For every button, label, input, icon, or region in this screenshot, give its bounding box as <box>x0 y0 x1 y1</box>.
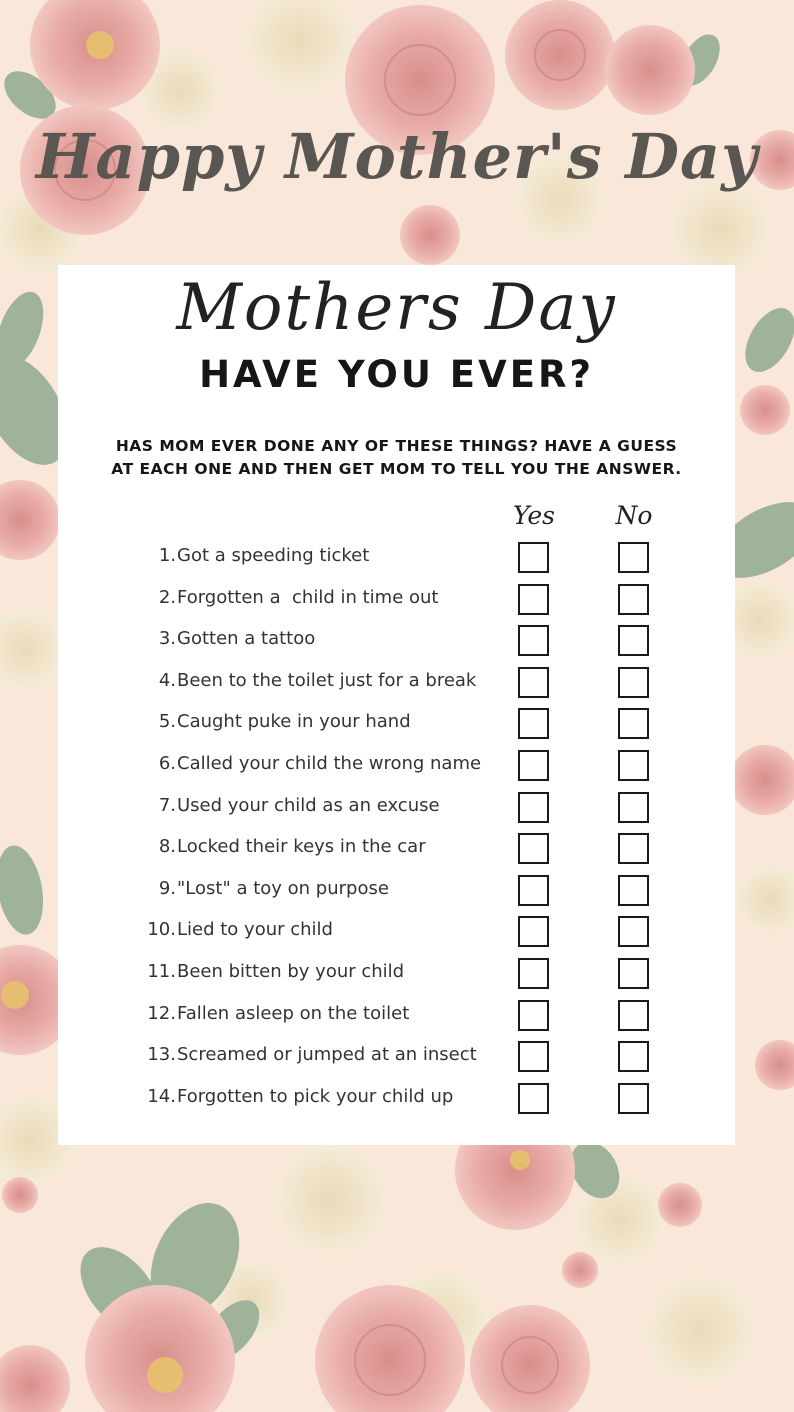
quiz-card <box>58 265 735 1145</box>
question-text: Used your child as an excuse <box>177 794 440 816</box>
no-checkbox[interactable] <box>618 667 649 698</box>
question-text: Gotten a tattoo <box>177 628 316 650</box>
question-row <box>58 953 735 995</box>
yes-checkbox[interactable] <box>518 625 549 656</box>
question-row <box>58 537 735 579</box>
yes-checkbox[interactable] <box>518 1083 549 1114</box>
question-row <box>58 662 735 704</box>
question-number: 7. <box>158 794 176 816</box>
no-checkbox[interactable] <box>618 584 649 615</box>
yes-checkbox[interactable] <box>518 1041 549 1072</box>
question-number: 5. <box>158 711 176 733</box>
question-number: 14. <box>147 1085 176 1107</box>
yes-checkbox[interactable] <box>518 1000 549 1031</box>
script-title: Mothers Day <box>176 271 617 345</box>
yes-checkbox[interactable] <box>518 958 549 989</box>
question-row <box>58 828 735 870</box>
question-text: Been bitten by your child <box>177 960 405 982</box>
question-number: 10. <box>147 919 176 941</box>
question-number: 3. <box>158 628 176 650</box>
question-row <box>58 787 735 829</box>
question-number: 6. <box>158 752 176 774</box>
question-number: 9. <box>158 877 176 899</box>
no-checkbox[interactable] <box>618 833 649 864</box>
instructions-line-1: HAS MOM EVER DONE ANY OF THESE THINGS? HAVE A GUESS <box>115 437 678 455</box>
no-checkbox[interactable] <box>618 958 649 989</box>
question-row <box>58 1078 735 1120</box>
yes-checkbox[interactable] <box>518 584 549 615</box>
yes-checkbox[interactable] <box>518 667 549 698</box>
question-row <box>58 995 735 1037</box>
question-text: Fallen asleep on the toilet <box>177 1002 410 1024</box>
question-text: Locked their keys in the car <box>177 836 426 858</box>
yes-checkbox[interactable] <box>518 792 549 823</box>
question-text: Caught puke in your hand <box>177 711 411 733</box>
question-row <box>58 579 735 621</box>
question-row <box>58 703 735 745</box>
question-number: 4. <box>158 669 176 691</box>
instructions <box>98 435 695 481</box>
question-row <box>58 870 735 912</box>
yes-checkbox[interactable] <box>518 542 549 573</box>
question-number: 12. <box>147 1002 176 1024</box>
column-header-no: No <box>615 501 653 530</box>
question-row <box>58 1036 735 1078</box>
question-text: Been to the toilet just for a break <box>177 669 477 691</box>
yes-checkbox[interactable] <box>518 916 549 947</box>
no-checkbox[interactable] <box>618 750 649 781</box>
yes-checkbox[interactable] <box>518 750 549 781</box>
no-checkbox[interactable] <box>618 875 649 906</box>
question-number: 2. <box>158 586 176 608</box>
question-list <box>58 537 735 1119</box>
question-number: 8. <box>158 836 176 858</box>
question-row <box>58 911 735 953</box>
no-checkbox[interactable] <box>618 1083 649 1114</box>
question-text: Called your child the wrong name <box>177 752 482 774</box>
question-row <box>58 745 735 787</box>
question-text: Lied to your child <box>177 919 333 941</box>
question-number: 13. <box>147 1044 176 1066</box>
no-checkbox[interactable] <box>618 708 649 739</box>
quiz-subtitle: HAVE YOU EVER? <box>199 353 594 396</box>
yes-checkbox[interactable] <box>518 833 549 864</box>
instructions-line-2: AT EACH ONE AND THEN GET MOM TO TELL YOU THE ANSWER. <box>111 460 682 478</box>
yes-checkbox[interactable] <box>518 875 549 906</box>
column-header-yes: Yes <box>513 501 555 530</box>
question-text: Screamed or jumped at an insect <box>177 1044 477 1066</box>
question-text: Got a speeding ticket <box>177 545 370 566</box>
yes-checkbox[interactable] <box>518 708 549 739</box>
no-checkbox[interactable] <box>618 625 649 656</box>
question-text: Forgotten to pick your child up <box>177 1085 454 1107</box>
no-checkbox[interactable] <box>618 1000 649 1031</box>
no-checkbox[interactable] <box>618 542 649 573</box>
no-checkbox[interactable] <box>618 1041 649 1072</box>
question-text: "Lost" a toy on purpose <box>177 877 389 899</box>
question-text: Forgotten a child in time out <box>177 586 439 608</box>
banner-title: Happy Mother's Day <box>35 120 759 193</box>
question-number: 1. <box>158 545 176 566</box>
question-number: 11. <box>147 960 176 982</box>
no-checkbox[interactable] <box>618 916 649 947</box>
question-row <box>58 620 735 662</box>
no-checkbox[interactable] <box>618 792 649 823</box>
